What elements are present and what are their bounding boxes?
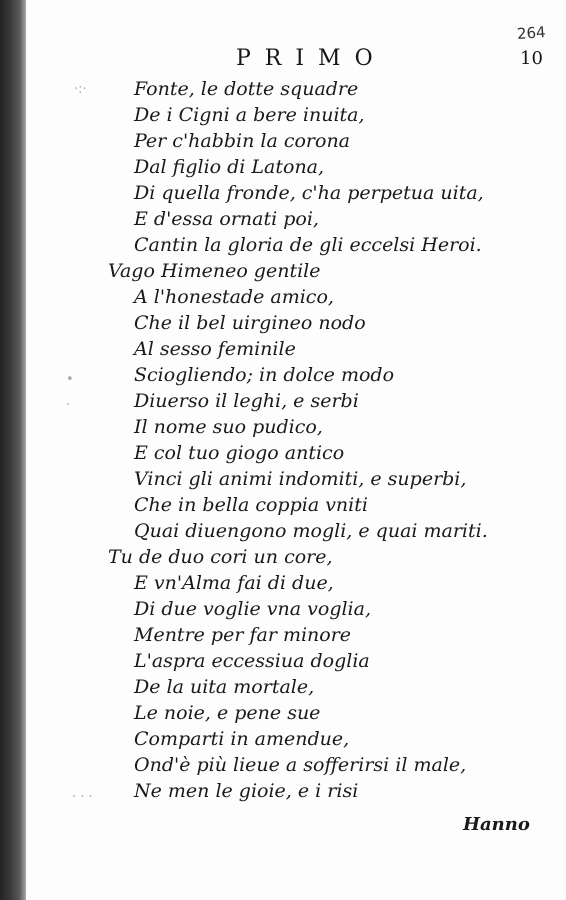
verse-line: Di due voglie vna voglia, bbox=[134, 598, 371, 620]
verse-line: Mentre per far minore bbox=[134, 624, 352, 646]
ink-bleed-mark: ·:· bbox=[74, 82, 87, 97]
verse-line: Ne men le gioie, e i risi bbox=[134, 780, 359, 802]
verse-line: De la uita mortale, bbox=[134, 676, 315, 698]
verse-line: E col tuo giogo antico bbox=[134, 442, 345, 464]
verse-line: E d'essa ornati poi, bbox=[134, 208, 319, 230]
verse-line: Quai diuengono mogli, e quai mariti. bbox=[134, 520, 488, 542]
verse-line: Ond'è più lieue a sofferirsi il male, bbox=[134, 754, 467, 776]
page-number: 10 bbox=[520, 48, 543, 69]
handwritten-folio-number: 264 bbox=[516, 23, 547, 43]
verse-line: Che il bel uirgineo nodo bbox=[134, 312, 366, 334]
verse-line: Cantin la gloria de gli eccelsi Heroi. bbox=[134, 234, 482, 256]
verse-line: Diuerso il leghi, e serbi bbox=[134, 390, 359, 412]
catchword: Hanno bbox=[463, 814, 530, 835]
book-page bbox=[26, 0, 566, 900]
verse-line: L'aspra eccessiua doglia bbox=[134, 650, 370, 672]
verse-line: Le noie, e pene sue bbox=[134, 702, 321, 724]
verse-line: Comparti in amendue, bbox=[134, 728, 350, 750]
verse-line: Tu de duo cori un core, bbox=[108, 546, 333, 568]
verse-line: Fonte, le dotte squadre bbox=[134, 78, 359, 100]
verse-line: A l'honestade amico, bbox=[134, 286, 334, 308]
verse-line: Per c'habbin la corona bbox=[134, 130, 351, 152]
verse-line: Vinci gli animi indomiti, e superbi, bbox=[134, 468, 467, 490]
ink-bleed-mark: · bbox=[66, 398, 71, 413]
verse-block bbox=[26, 76, 566, 804]
verse-line: Di quella fronde, c'ha perpetua uita, bbox=[134, 182, 484, 204]
binding-gutter bbox=[0, 0, 26, 900]
verse-line: De i Cigni a bere inuita, bbox=[134, 104, 365, 126]
verse-line: Al sesso feminile bbox=[134, 338, 296, 360]
verse-line: Vago Himeneo gentile bbox=[108, 260, 321, 282]
running-head-title: PRIMO bbox=[236, 46, 387, 71]
ink-bleed-mark: • bbox=[66, 372, 74, 387]
verse-line: Dal figlio di Latona, bbox=[134, 156, 325, 178]
verse-line: Che in bella coppia vniti bbox=[134, 494, 368, 516]
verse-line: Sciogliendo; in dolce modo bbox=[134, 364, 395, 386]
verse-line: Il nome suo pudico, bbox=[134, 416, 323, 438]
verse-line: E vn'Alma fai di due, bbox=[134, 572, 334, 594]
ink-bleed-mark: · · · bbox=[72, 790, 93, 805]
